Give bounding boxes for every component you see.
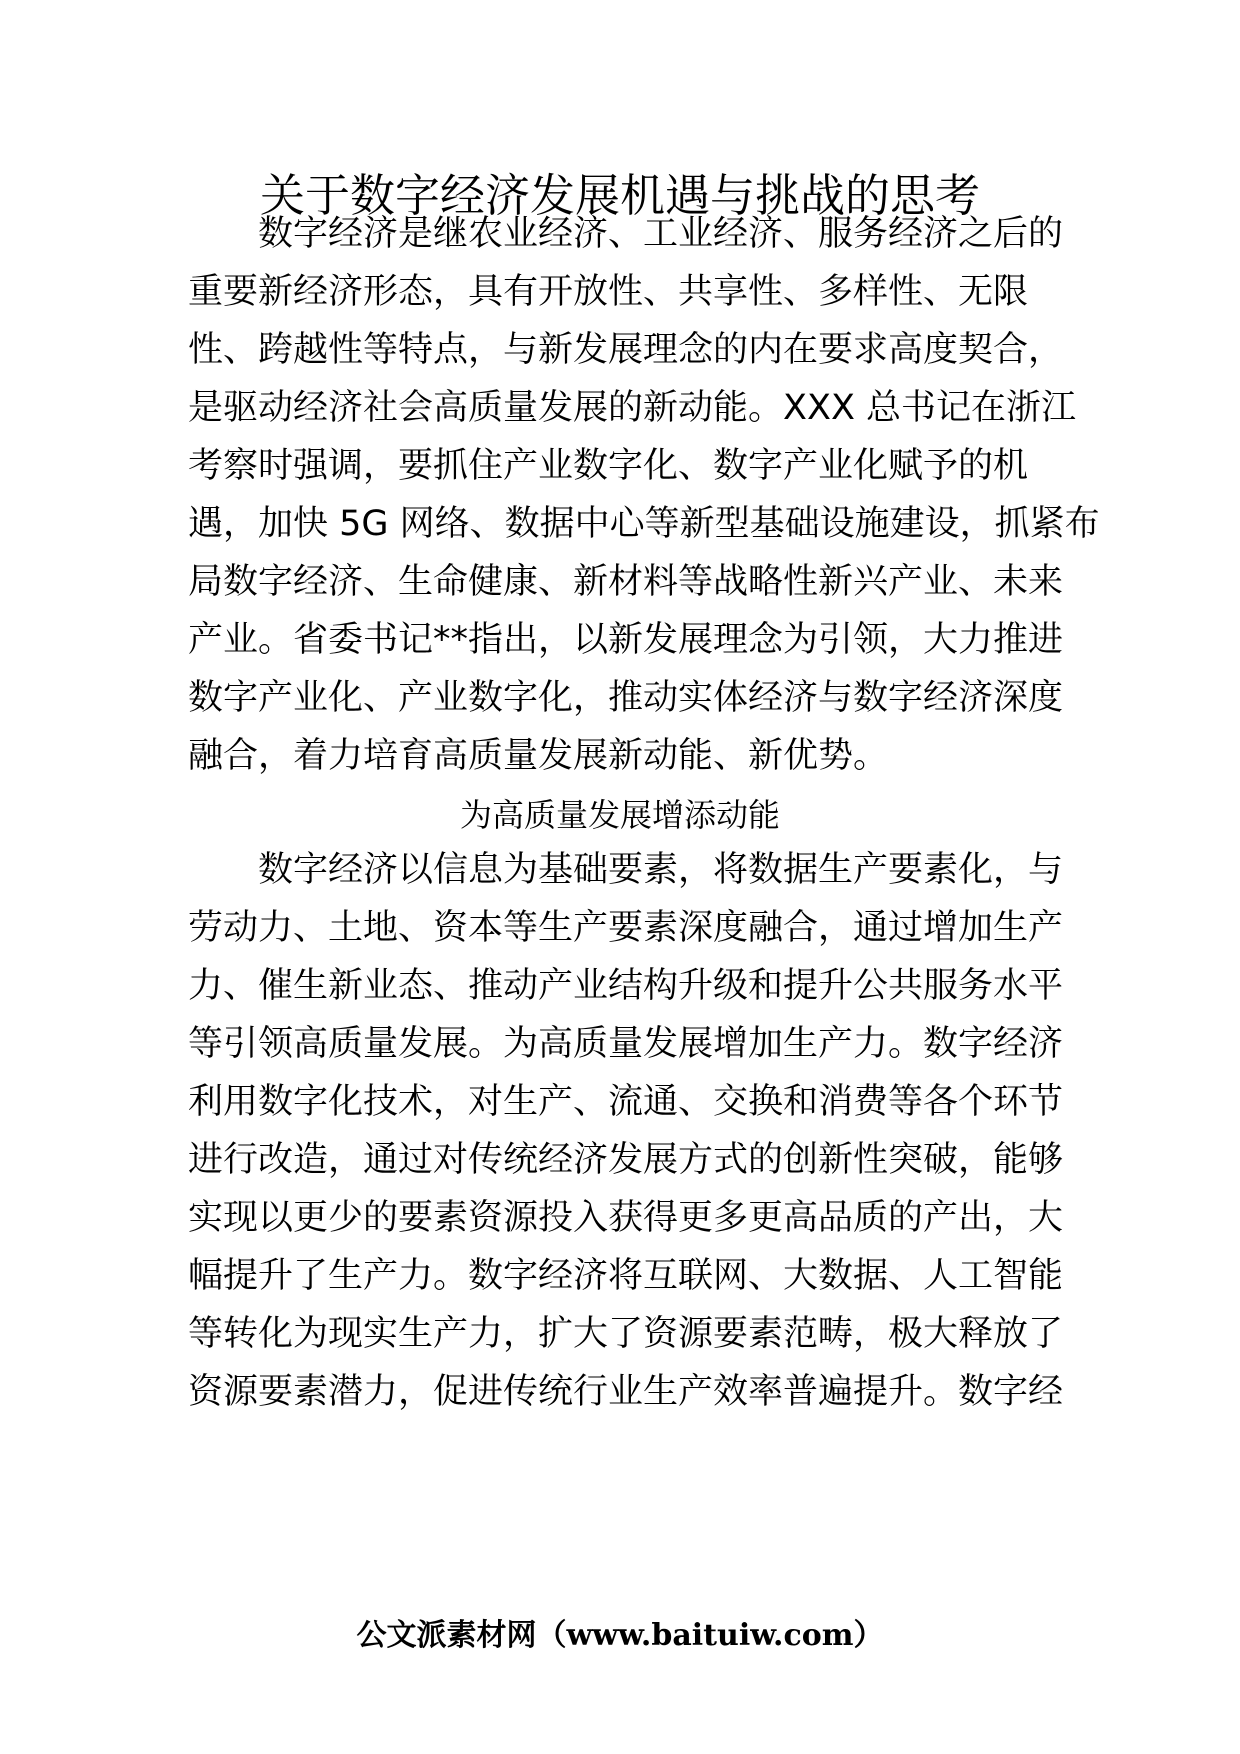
footer-source: 公文派素材网（www.baituiw.com） — [356, 1618, 884, 1653]
paragraph-2-line-10: 资源要素潜力，促进传统行业生产效率普遍提升。数字经 — [188, 1372, 1064, 1412]
paragraph-1-line-1: 数字经济是继农业经济、工业经济、服务经济之后的 — [258, 214, 1064, 254]
paragraph-1-line-3: 性、跨越性等特点，与新发展理念的内在要求高度契合， — [188, 330, 1064, 370]
paragraph-1-line-6: 遇，加快 5G 网络、数据中心等新型基础设施建设，抓紧布 — [188, 504, 1100, 544]
document-title: 关于数字经济发展机遇与挑战的思考 — [259, 169, 980, 222]
section-subheading: 为高质量发展增添动能 — [459, 796, 780, 834]
paragraph-2-line-6: 进行改造，通过对传统经济发展方式的创新性突破，能够 — [188, 1140, 1064, 1180]
paragraph-1-line-5: 考察时强调，要抓住产业数字化、数字产业化赋予的机 — [188, 446, 1029, 486]
paragraph-2-line-1: 数字经济以信息为基础要素，将数据生产要素化，与 — [258, 850, 1064, 890]
paragraph-2-line-9: 等转化为现实生产力，扩大了资源要素范畴，极大释放了 — [188, 1314, 1064, 1354]
paragraph-2-line-3: 力、催生新业态、推动产业结构升级和提升公共服务水平 — [188, 966, 1064, 1006]
paragraph-2-line-4: 等引领高质量发展。为高质量发展增加生产力。数字经济 — [188, 1024, 1064, 1064]
paragraph-1-line-9: 数字产业化、产业数字化，推动实体经济与数字经济深度 — [188, 678, 1064, 718]
paragraph-2-line-5: 利用数字化技术，对生产、流通、交换和消费等各个环节 — [188, 1082, 1064, 1122]
paragraph-1-line-8: 产业。省委书记**指出，以新发展理念为引领，大力推进 — [188, 620, 1064, 660]
paragraph-1-line-10: 融合，着力培育高质量发展新动能、新优势。 — [188, 736, 889, 776]
paragraph-2-line-7: 实现以更少的要素资源投入获得更多更高品质的产出，大 — [188, 1198, 1064, 1238]
paragraph-1-line-4: 是驱动经济社会高质量发展的新动能。XXX 总书记在浙江 — [188, 388, 1077, 428]
paragraph-2-line-8: 幅提升了生产力。数字经济将互联网、大数据、人工智能 — [188, 1256, 1064, 1296]
paragraph-1-line-2: 重要新经济形态，具有开放性、共享性、多样性、无限 — [188, 272, 1029, 312]
paragraph-2-line-2: 劳动力、土地、资本等生产要素深度融合，通过增加生产 — [188, 908, 1064, 948]
paragraph-1-line-7: 局数字经济、生命健康、新材料等战略性新兴产业、未来 — [188, 562, 1064, 602]
